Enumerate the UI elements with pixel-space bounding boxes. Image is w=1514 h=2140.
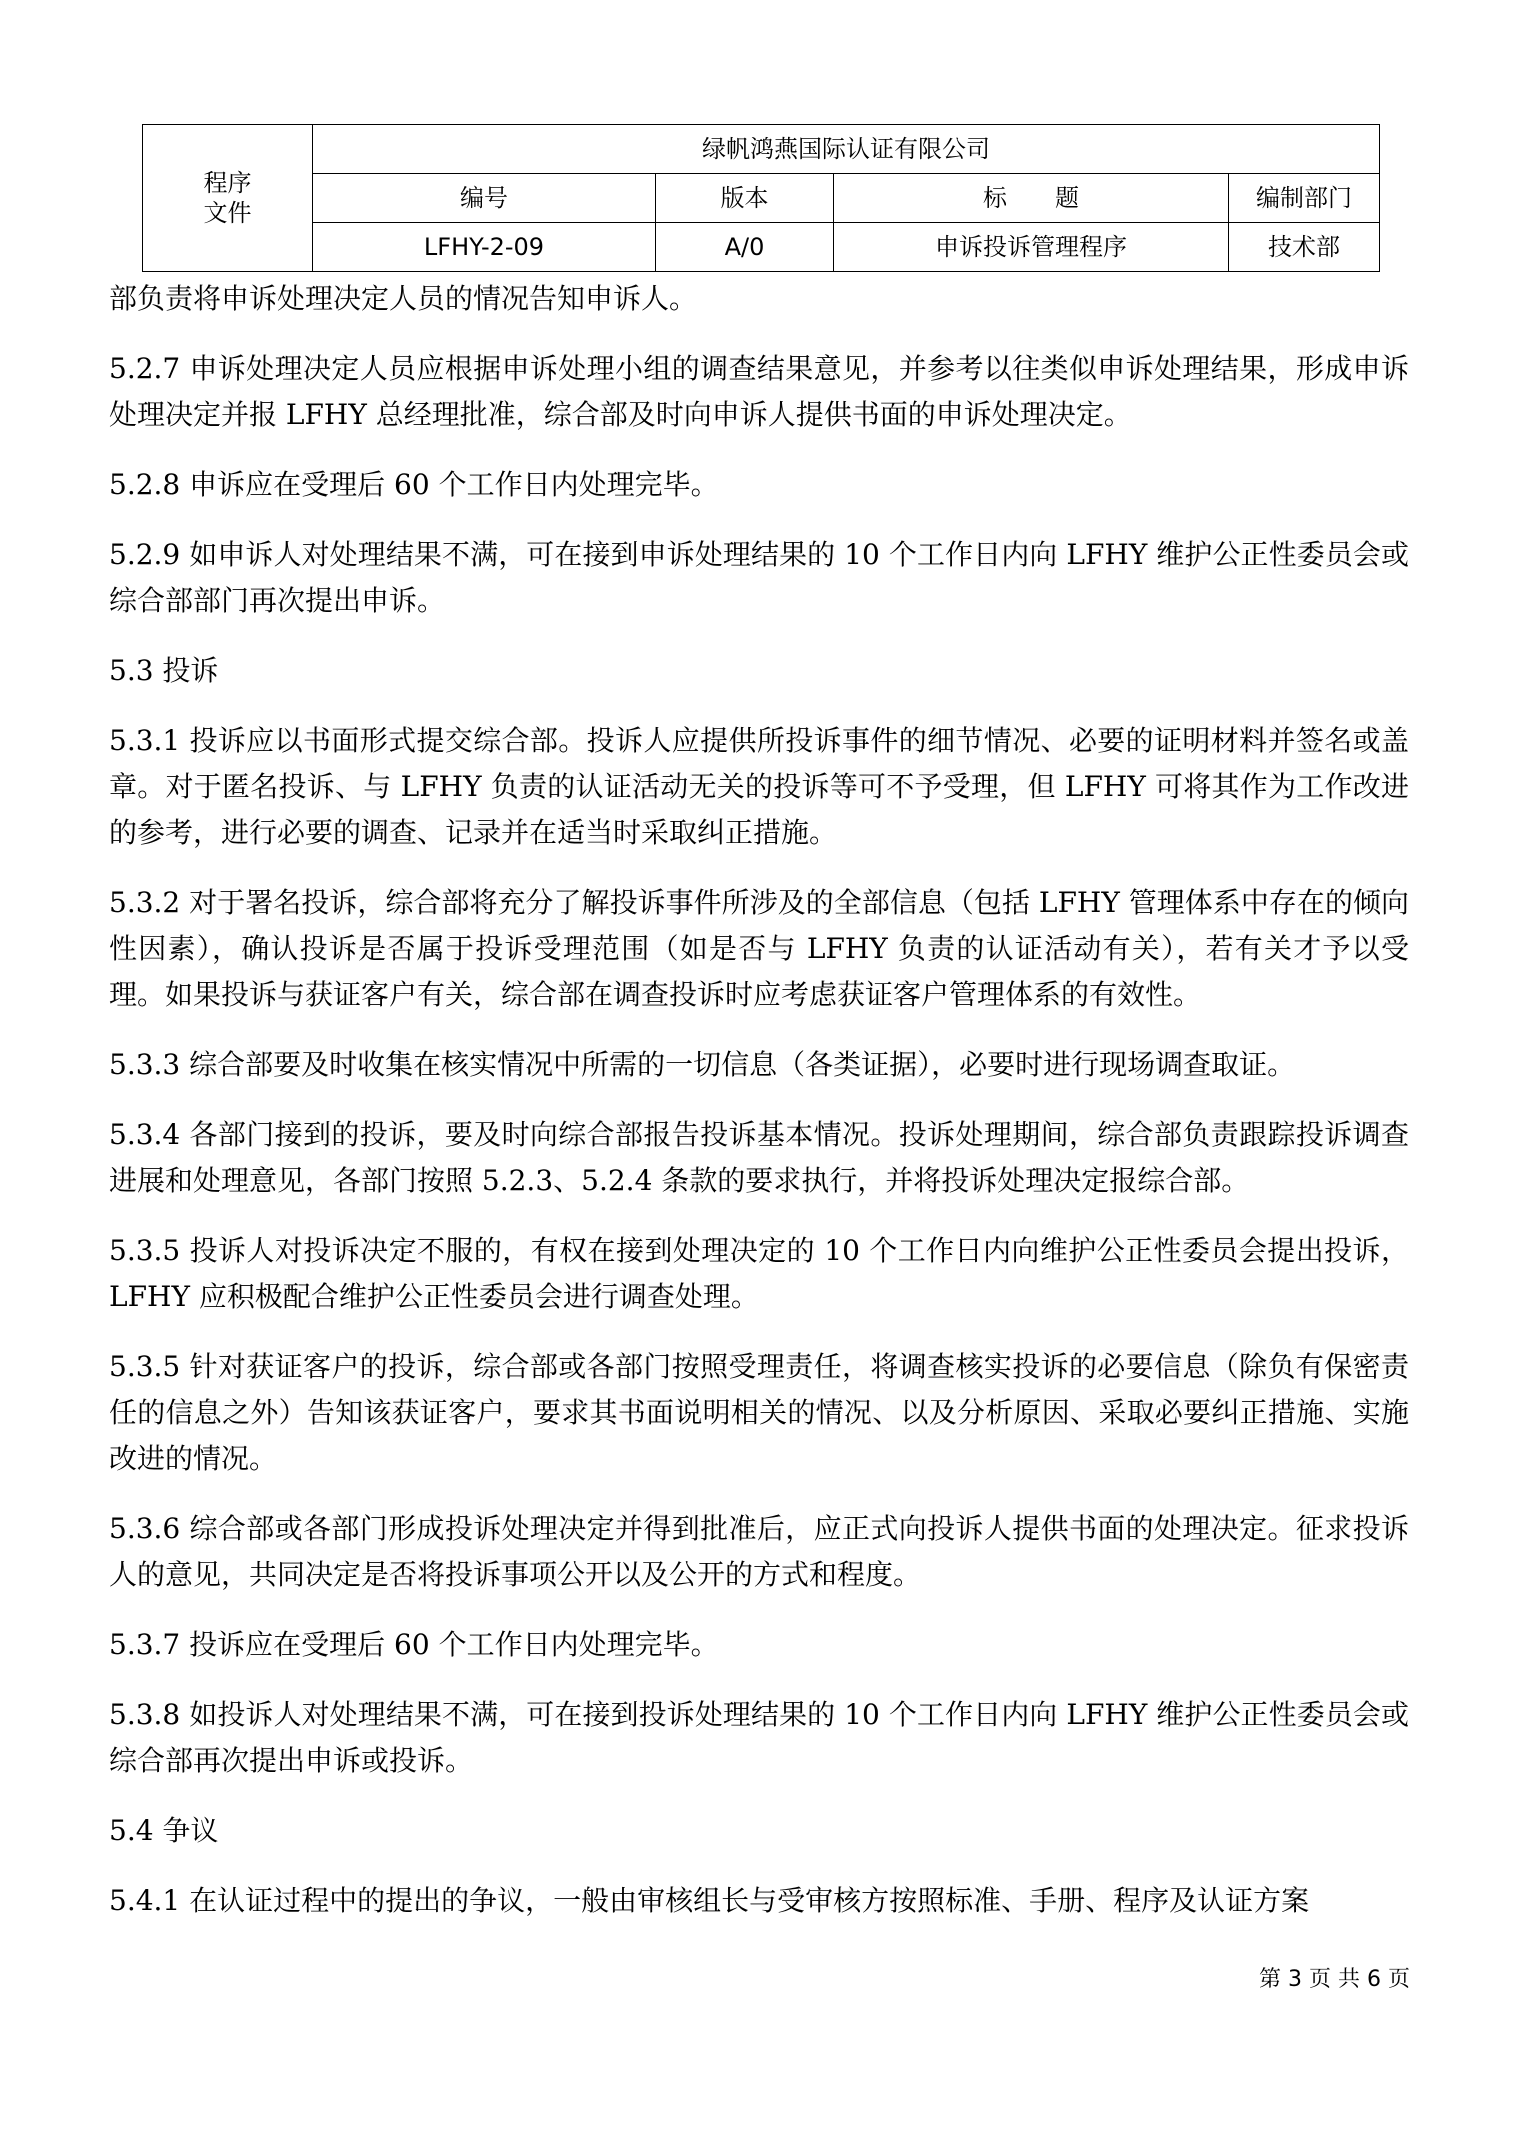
label-title: 标 题 <box>834 174 1229 223</box>
label-department: 编制部门 <box>1229 174 1380 223</box>
company-name: 绿帆鸿燕国际认证有限公司 <box>313 125 1380 174</box>
label-number: 编号 <box>313 174 656 223</box>
paragraph: 5.3.8 如投诉人对处理结果不满，可在接到投诉处理结果的 10 个工作日内向 LFHY 维护公正性委员会或综合部再次提出申诉或投诉。 <box>109 1698 1409 1777</box>
value-version: A/0 <box>656 223 834 272</box>
page-number: 第 3 页 共 6 页 <box>1259 1967 1410 1992</box>
paragraph: 5.3.6 综合部或各部门形成投诉处理决定并得到批准后，应正式向投诉人提供书面的处理决定。征求投诉人的意见，共同决定是否将投诉事项公开以及公开的方式和程度。 <box>109 1512 1409 1591</box>
paragraph: 5.2.8 申诉应在受理后 60 个工作日内处理完毕。 <box>109 468 719 501</box>
paragraph: 部负责将申诉处理决定人员的情况告知申诉人。 <box>109 282 698 315</box>
section-heading: 5.3 投诉 <box>109 654 219 687</box>
doc-type-line2: 文件 <box>203 199 252 227</box>
paragraph: 5.3.2 对于署名投诉，综合部将充分了解投诉事件所涉及的全部信息（包括 LFHY 管理体系中存在的倾向性因素），确认投诉是否属于投诉受理范围（如是否与 LFHY 负责的认证活动有关），若有关才予以受理。如果投诉与获证客户有关，综合部在调查投诉时应考虑获证客户管理体系的有效性。 <box>109 886 1409 1011</box>
paragraph: 5.4.1 在认证过程中的提出的争议，一般由审核组长与受审核方按照标准、手册、程序及认证方案 <box>109 1884 1310 1917</box>
doc-type-cell <box>143 125 313 272</box>
section-heading: 5.4 争议 <box>109 1814 219 1847</box>
paragraph: 5.3.7 投诉应在受理后 60 个工作日内处理完毕。 <box>109 1628 719 1661</box>
paragraph: 5.2.9 如申诉人对处理结果不满，可在接到申诉处理结果的 10 个工作日内向 LFHY 维护公正性委员会或综合部部门再次提出申诉。 <box>109 538 1409 617</box>
document-header-table <box>142 124 1380 272</box>
document-body <box>109 272 1409 1948</box>
paragraph: 5.3.3 综合部要及时收集在核实情况中所需的一切信息（各类证据），必要时进行现场调查取证。 <box>109 1048 1296 1081</box>
paragraph: 5.2.7 申诉处理决定人员应根据申诉处理小组的调查结果意见，并参考以往类似申诉处理结果，形成申诉处理决定并报 LFHY 总经理批准，综合部及时向申诉人提供书面的申诉处理决定。 <box>109 352 1409 431</box>
doc-type-line1: 程序 <box>203 169 252 197</box>
paragraph: 5.3.5 针对获证客户的投诉，综合部或各部门按照受理责任，将调查核实投诉的必要信息（除负有保密责任的信息之外）告知该获证客户，要求其书面说明相关的情况、以及分析原因、采取必要纠正措施、实施改进的情况。 <box>109 1350 1409 1475</box>
label-version: 版本 <box>656 174 834 223</box>
paragraph: 5.3.1 投诉应以书面形式提交综合部。投诉人应提供所投诉事件的细节情况、必要的证明材料并签名或盖章。对于匿名投诉、与 LFHY 负责的认证活动无关的投诉等可不予受理，但 LFHY 可将其作为工作改进的参考，进行必要的调查、记录并在适当时采取纠正措施。 <box>109 724 1409 849</box>
paragraph: 5.3.4 各部门接到的投诉，要及时向综合部报告投诉基本情况。投诉处理期间，综合部负责跟踪投诉调查进展和处理意见，各部门按照 5.2.3、5.2.4 条款的要求执行，并将投诉处理决定报综合部。 <box>109 1118 1409 1197</box>
value-department: 技术部 <box>1229 223 1380 272</box>
value-number: LFHY-2-09 <box>313 223 656 272</box>
paragraph: 5.3.5 投诉人对投诉决定不服的，有权在接到处理决定的 10 个工作日内向维护公正性委员会提出投诉，LFHY 应积极配合维护公正性委员会进行调查处理。 <box>109 1234 1409 1313</box>
value-title: 申诉投诉管理程序 <box>834 223 1229 272</box>
